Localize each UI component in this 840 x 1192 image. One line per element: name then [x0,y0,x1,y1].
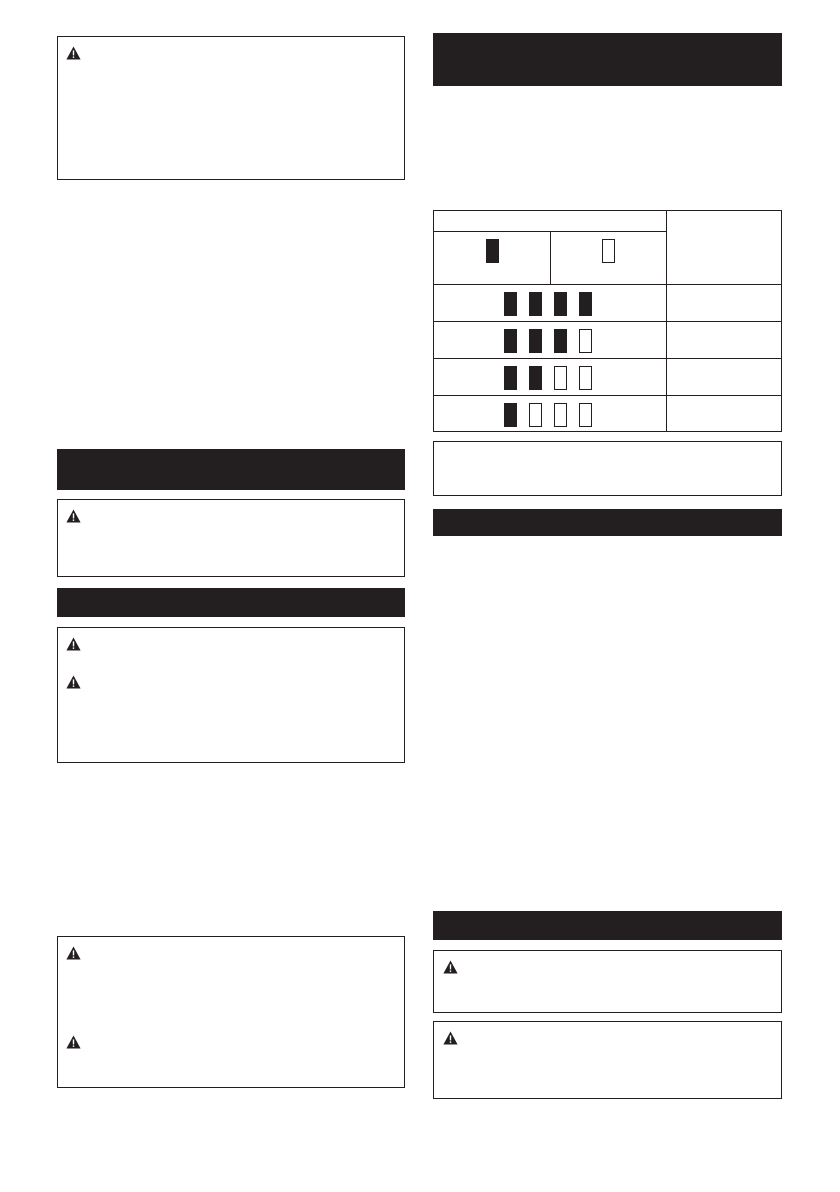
lamp-lit [554,329,567,353]
lamp-unlit [554,403,567,427]
warning-triangle-icon [443,960,458,974]
section-header-bar-left-1 [57,449,405,490]
table-divider [434,231,666,232]
warning-triangle-icon [66,675,81,689]
lamp-unlit [579,403,592,427]
warning-triangle-icon [66,46,81,60]
lamp-lit [554,292,567,316]
lamp-unlit [529,403,542,427]
battery-indicator-table [433,210,782,432]
warning-triangle-icon [66,946,81,960]
caution-box-left-4 [57,936,405,1088]
lamp-lit [504,329,517,353]
caution-box-top-left [57,36,405,180]
warning-triangle-icon [66,509,81,523]
lamp-legend-off [602,239,615,263]
note-box-right [433,441,782,496]
lamp-unlit [579,366,592,390]
lamp-lit [504,403,517,427]
table-divider [434,321,781,322]
section-header-bar-right-2 [433,509,782,536]
lamp-lit [579,292,592,316]
lamp-lit [529,292,542,316]
warning-triangle-icon [66,637,81,651]
lamp-lit [529,329,542,353]
section-header-bar-left-2 [57,588,405,617]
lamp-lit [529,366,542,390]
table-divider [434,284,781,285]
lamp-lit [504,292,517,316]
section-header-bar-right-3 [433,911,782,940]
lamp-unlit [579,329,592,353]
caution-box-left-2 [57,499,405,577]
lamp-legend-on [486,239,499,263]
warning-triangle-icon [66,1035,81,1049]
section-header-bar-right-1 [433,33,782,86]
lamp-lit [504,366,517,390]
table-divider [550,231,551,284]
lamp-unlit [554,366,567,390]
caution-box-right-2 [433,1021,782,1099]
caution-box-left-3 [57,627,405,763]
table-divider [434,358,781,359]
caution-box-right-1 [433,950,782,1013]
warning-triangle-icon [443,1031,458,1045]
table-divider [434,395,781,396]
